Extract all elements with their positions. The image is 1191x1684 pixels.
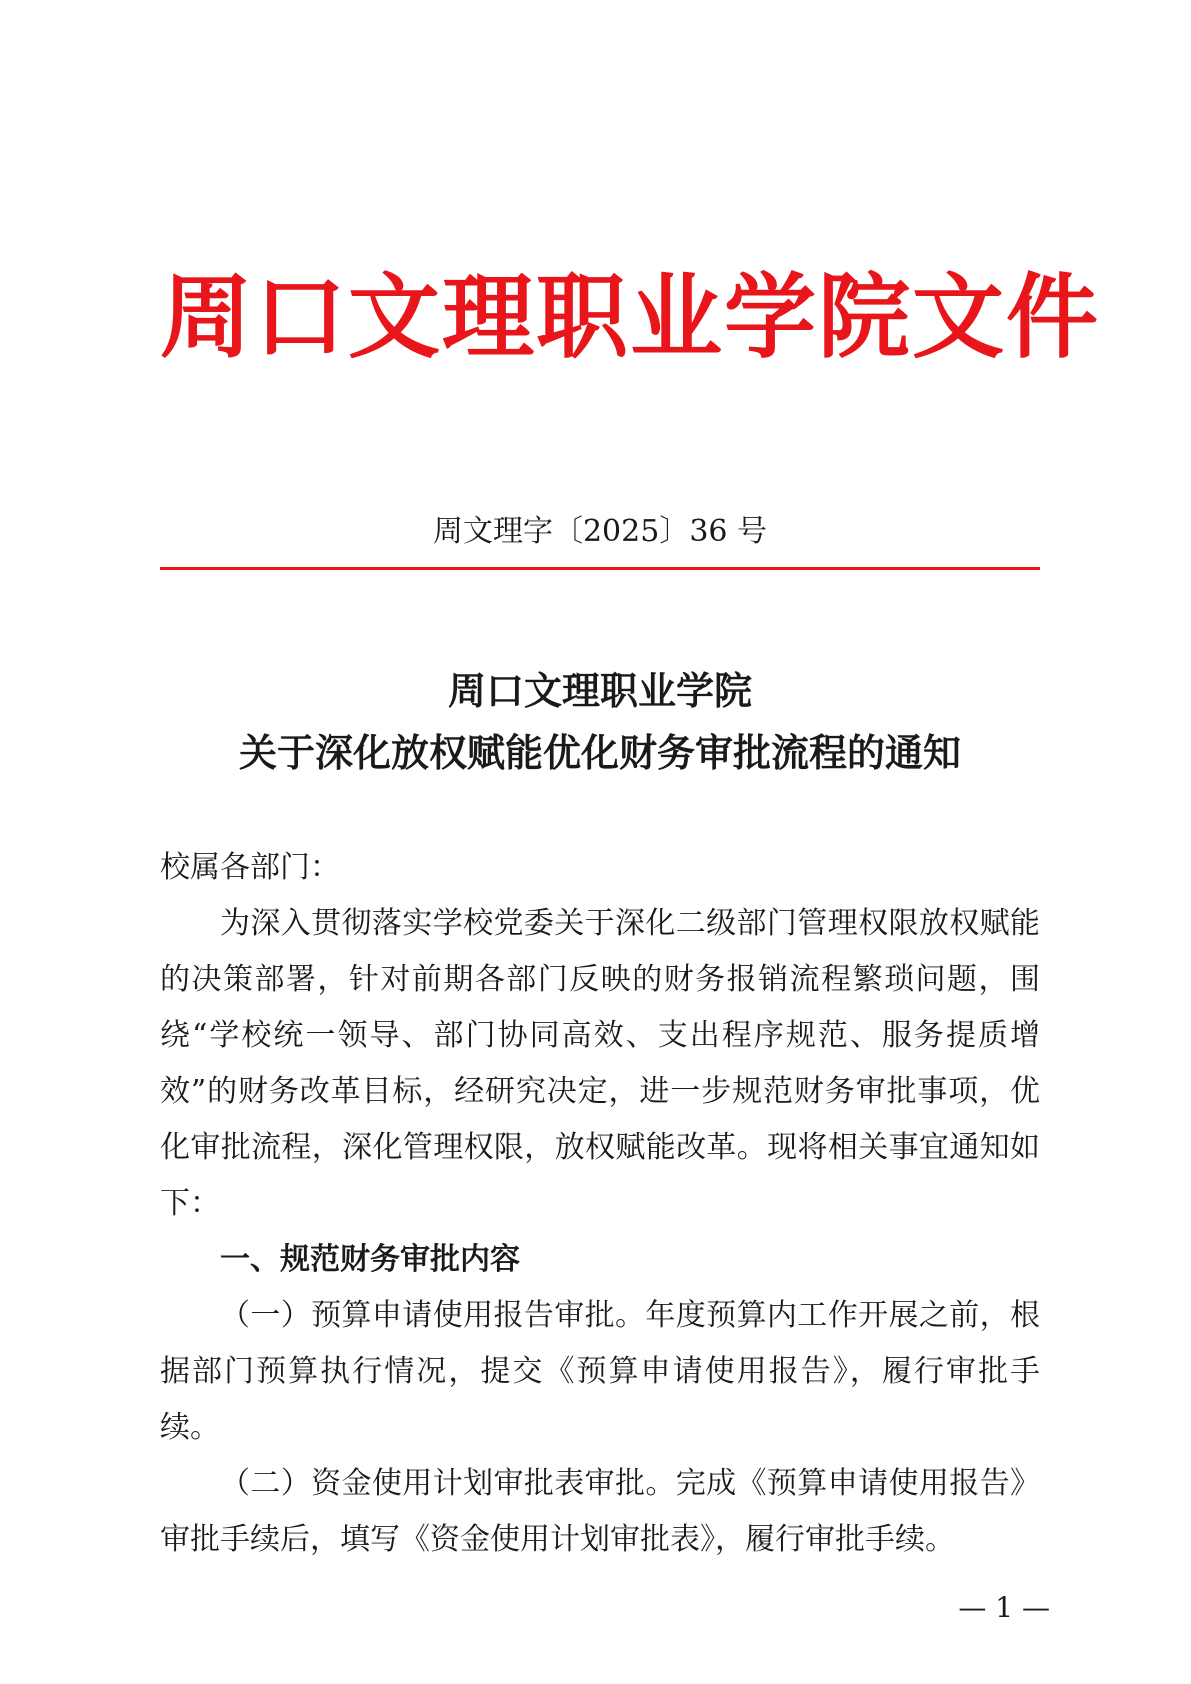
salutation: 校属各部门：: [160, 850, 340, 885]
section-heading-1: 一、规范财务审批内容: [220, 1242, 520, 1277]
intro-paragraph: 为深入贯彻落实学校党委关于深化二级部门管理权限放权赋能的决策部署，针对前期各部门反映的财务报销流程繁琐问题，围绕“学校统一领导、部门协同高效、支出程序规范、服务提质增效”的财务改革目标，经研究决定，进一步规范财务审批事项，优化审批流程，深化管理权限，放权赋能改革。现将相关事宜通知如下：: [160, 906, 1040, 1221]
notice-title-line-1: 周口文理职业学院: [447, 668, 752, 713]
red-divider-line: [160, 567, 1040, 570]
notice-title: [140, 660, 1060, 784]
page-number: — 1 —: [958, 1591, 1050, 1624]
notice-body: [160, 840, 1040, 1568]
notice-title-line-2: 关于深化放权赋能优化财务审批流程的通知: [238, 730, 961, 775]
item-paragraph-1: （一）预算申请使用报告审批。年度预算内工作开展之前，根据部门预算执行情况，提交《预算申请使用报告》，履行审批手续。: [160, 1298, 1040, 1445]
masthead-title: 周口文理职业学院文件: [160, 263, 1101, 371]
item-paragraph-2: （二）资金使用计划审批表审批。完成《预算申请使用报告》审批手续后，填写《资金使用计划审批表》，履行审批手续。: [160, 1466, 1040, 1557]
document-number: 周文理字〔2025〕36 号: [432, 514, 768, 549]
